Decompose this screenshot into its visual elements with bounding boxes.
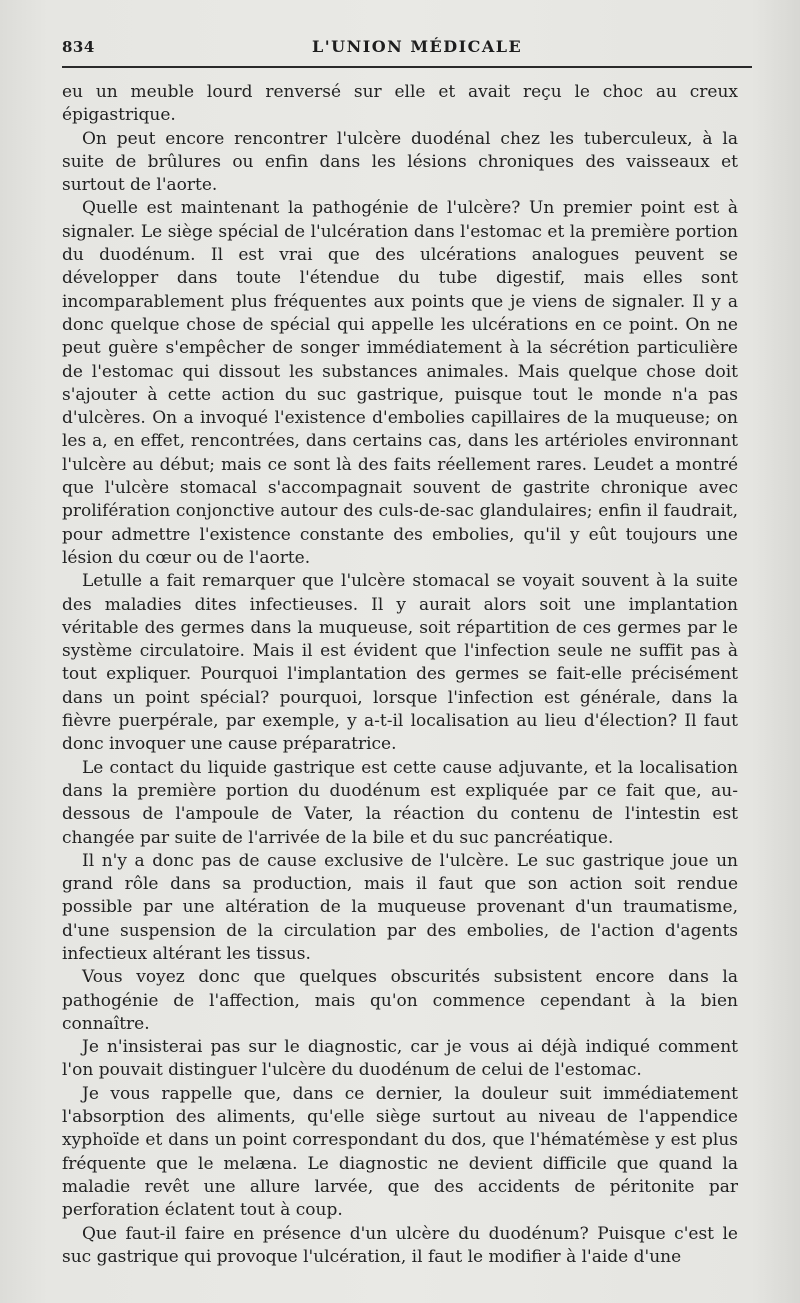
paragraph-obscurites: Vous voyez donc que quelques obscurités subsistent encore dans la pathogénie de l'affection, mais qu'on commence cependant à la bien connaître. [62,967,738,1034]
page-header [62,34,740,64]
paragraph-cause-exclusive: Il n'y a donc pas de cause exclusive de l'ulcère. Le suc gastrique joue un grand rôle dans sa production, mais il faut que son action soit rendue possible par une altération de la muqueuse provenant d'un traumatisme, d'une suspension de la circulation par des embolies, de l'action d'agents infectieux altérant les tissus. [62,850,738,964]
running-title: L'UNION MÉDICALE [312,37,523,56]
paragraph-rappel: Je vous rappelle que, dans ce dernier, la douleur suit immédiatement l'absorption des aliments, qu'elle siège surtout au niveau de l'appendice xyphoïde et dans un point correspondant du dos, que l'hématémèse y est plus fréquente que le melæna. Le diagnostic ne devient difficile que quand la maladie revêt une allure larvée, que des accidents de péritonite par perforation éclatent tout à coup. [62,1083,738,1221]
page-number: 834 [62,38,95,56]
paragraph-letulle: Letulle a fait remarquer que l'ulcère stomacal se voyait souvent à la suite des maladies dites infectieuses. Il y aurait alors soit une implantation véritable des germes dans la muqueuse, soit répartition de ces germes par le système circulatoire. Mais il est évident que l'infection seule ne suffit pas à tout expliquer. Pourquoi l'implantation des germes se fait-elle précisément dans un point spécial? pourquoi, lorsque l'infection est générale, dans la fièvre puerpérale, par exemple, y a-t-il localisation au lieu d'élection? Il faut donc invoquer une cause préparatrice. [62,571,738,755]
paragraph-continuation: eu un meuble lourd renversé sur elle et avait reçu le choc au creux épigastrique. [62,82,738,126]
paragraph-liquide-gastrique: Le contact du liquide gastrique est cette cause adjuvante, et la localisation dans la première portion du duodénum est expliquée par ce fait que, au-dessous de l'ampoule de Vater, la réaction du contenu de l'intestin est changée par suite de l'arrivée de la bile et du suc pancréatique. [62,757,738,848]
paragraph-pathogenie: Quelle est maintenant la pathogénie de l'ulcère? Un premier point est à signaler. Le siège spécial de l'ulcération dans l'estomac et la première portion du duodénum. Il est vrai que des ulcérations analogues peuvent se développer dans toute l'étendue du tube digestif, mais elles sont incomparablement plus fréquentes aux points que je viens de signaler. Il y a donc quelque chose de spécial qui appelle les ulcérations en ce point. On ne peut guère s'empêcher de songer immédiatement à la sécrétion particulière de l'estomac qui dissout les substances animales. Mais quelque chose doit s'ajouter à cette action du suc gastrique, puisque tout le monde n'a pas d'ulcères. On a invoqué l'existence d'embolies capillaires de la muqueuse; on les a, en effet, rencontrées, dans certains cas, dans les artérioles environnant l'ulcère au début; mais ce sont là des faits réellement rares. Leudet a montré que l'ulcère stomacal s'accompagnait souvent de gastrite chronique avec prolifération conjonctive autour des culs-de-sac glandulaires; enfin il faudrait, pour admettre l'existence constante des embolies, qu'il y eût toujours une lésion du cœur ou de l'aorte. [62,198,738,568]
paragraph-diagnostic: Je n'insisterai pas sur le diagnostic, car je vous ai déjà indiqué comment l'on pouvait distinguer l'ulcère du duodénum de celui de l'estomac. [62,1037,738,1081]
article-body [62,81,738,1269]
paragraph-tuberculeux: On peut encore rencontrer l'ulcère duodénal chez les tuberculeux, à la suite de brûlures ou enfin dans les lésions chroniques des vaisseaux et surtout de l'aorte. [62,128,738,196]
header-rule [62,66,752,68]
paragraph-traitement: Que faut-il faire en présence d'un ulcère du duodénum? Puisque c'est le suc gastrique qui provoque l'ulcération, il faut le modifier à l'aide d'une [62,1223,738,1267]
